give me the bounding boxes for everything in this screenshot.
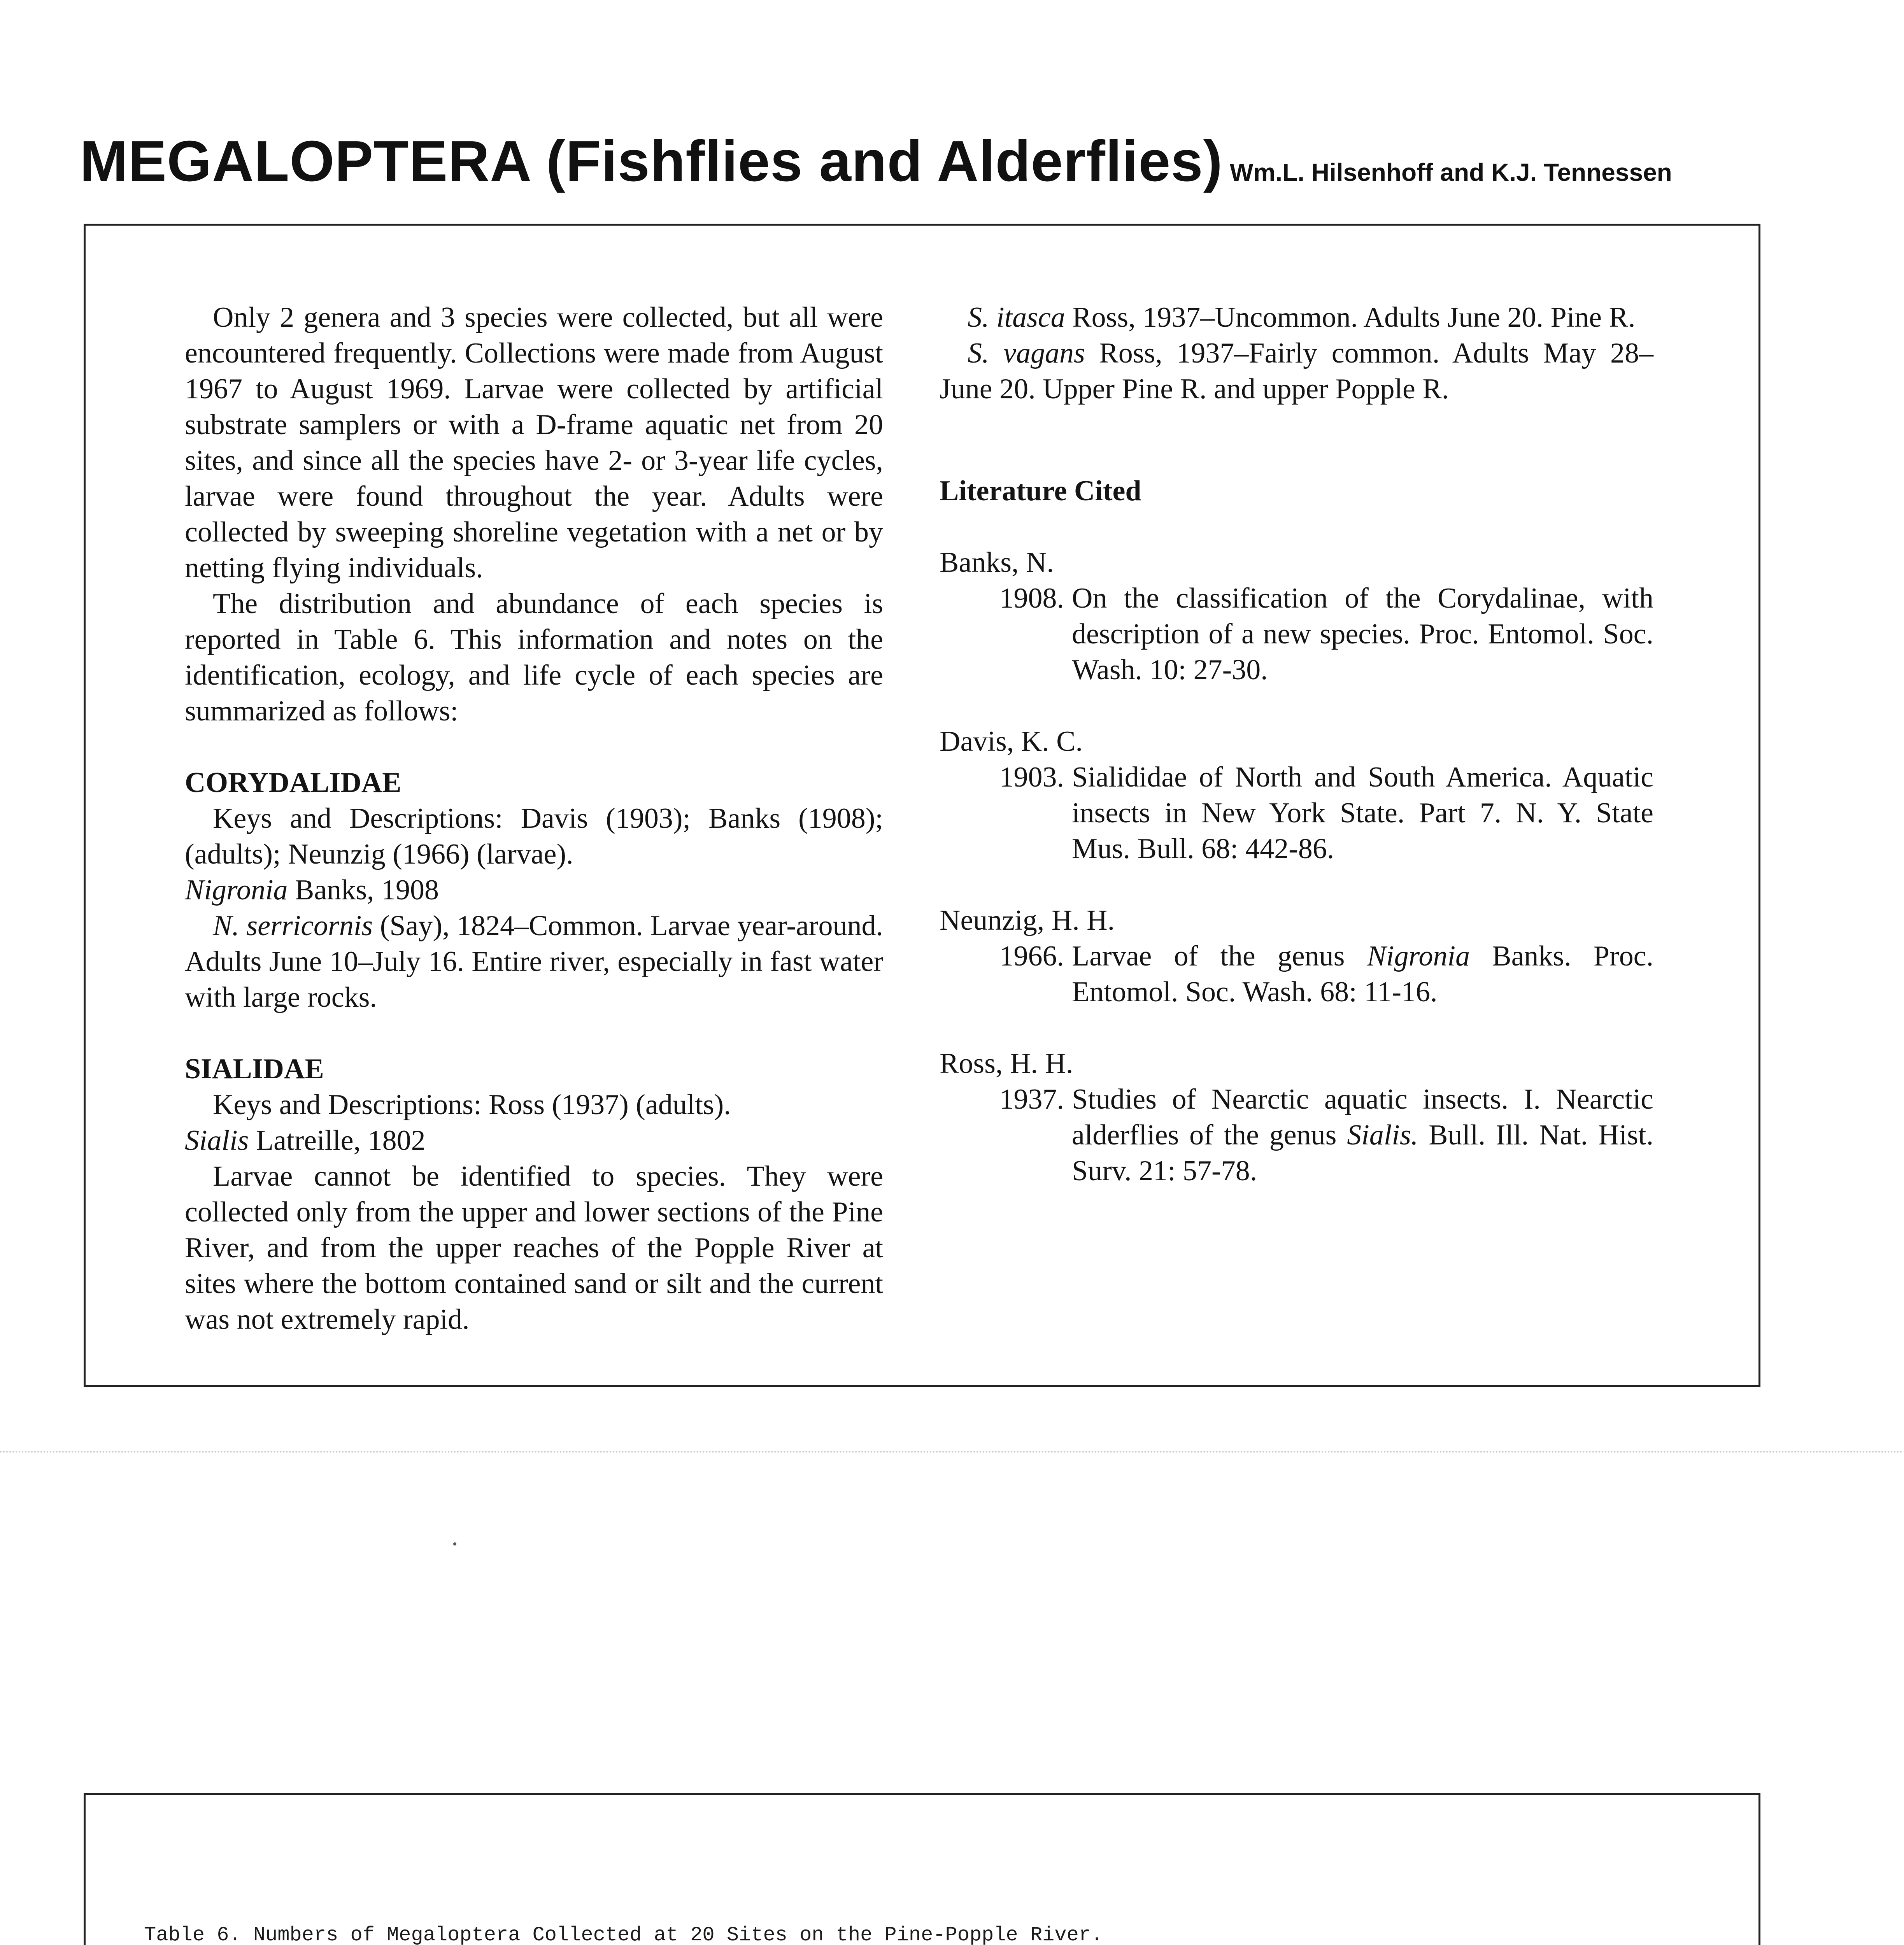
left-column [185,300,883,1337]
s-itasca-text: Ross, 1937–Uncommon. Adults June 20. Pine R. [1065,301,1636,333]
distribution-paragraph: The distribution and abundance of each species is reported in Table 6. This information and notes on the identification, ecology, and life cycle of each species are summarized as follows: [185,588,883,727]
nigronia-genus-line [185,872,883,908]
table-frame [84,1793,1760,1945]
scan-speck [453,1542,456,1545]
reference-text-part: Bull. Ill. Nat. Hist. Surv. 21: 57-78. [1072,1119,1653,1187]
scan-artifact-line [0,1451,1904,1454]
text-frame [84,224,1760,1387]
intro-paragraph: Only 2 genera and 3 species were collected, but all were encountered frequently. Collections were made from August 1967 to August 1969. Larvae were collected by artificial substrate samplers or with a D-frame aquatic net from 20 sites, and since all the species have 2- or 3-year life cycles, larvae were found throughout the year. Adults were collected by sweeping shoreline vegetation with a net or by netting flying individuals. [185,301,883,584]
reference-text-part: Studies of Nearctic aquatic insects. I. Nearctic alderflies of the genus [1072,1083,1653,1151]
sialidae-keys: Keys and Descriptions: Ross (1937) (adults). [213,1089,731,1121]
reference-italic: Nigronia [1367,940,1470,972]
reference-entry [940,759,1653,867]
reference-text: Sialididae of North and South America. Aquatic insects in New York State. Part 7. N. Y. State Mus. Bull. 68: 442-86. [1072,761,1653,865]
page-heading [80,128,1838,206]
sialis-genus-line [185,1123,883,1158]
reference-year: 1903. [999,761,1064,793]
s-vagans-name: S. vagans [968,337,1085,369]
reference-entry [940,1081,1653,1189]
nigronia-genus-authority: Banks, 1908 [288,874,439,906]
reference-italic: Sialis. [1347,1119,1418,1151]
reference-text-part: Larvae of the genus [1072,940,1367,972]
n-serricornis-text: (Say), 1824–Common. Larvae year-around. Adults June 10–July 16. Entire river, especially in fast water with large rocks. [185,910,883,1013]
literature-cited-heading: Literature Cited [940,475,1141,507]
s-itasca-entry [940,300,1653,335]
nigronia-genus-name: Nigronia [185,874,288,906]
reference-text: On the classification of the Corydalinae, with description of a new species. Proc. Entomol. Soc. Wash. 10: 27-30. [1072,582,1653,686]
table-caption: Table 6. Numbers of Megaloptera Collected at 20 Sites on the Pine-Popple River. [144,1924,1103,1945]
page-title: MEGALOPTERA (Fishflies and Alderflies) [80,129,1223,193]
reference-author: Davis, K. C. [940,725,1083,757]
sialis-genus-name: Sialis [185,1125,249,1156]
reference-year: 1908. [999,582,1064,614]
reference-text-part: Banks. Proc. Entomol. Soc. Wash. 68: 11-16. [1072,940,1653,1008]
s-vagans-entry [940,335,1653,407]
reference-year: 1937. [999,1083,1064,1115]
reference-year: 1966. [999,940,1064,972]
sialis-paragraph: Larvae cannot be identified to species. They were collected only from the upper and lower sections of the Pine River, and from the upper reaches of the Popple River at sites where the bottom contained sand or silt and the current was not extremely rapid. [185,1160,883,1335]
reference-text [1072,1081,1653,1189]
n-serricornis-entry [185,908,883,1015]
corydalidae-keys: Keys and Descriptions: Davis (1903); Banks (1908); (adults); Neunzig (1966) (larvae). [185,803,883,870]
reference-author: Banks, N. [940,547,1054,578]
s-itasca-name: S. itasca [968,301,1065,333]
sialis-genus-authority: Latreille, 1802 [249,1125,426,1156]
sialidae-heading: SIALIDAE [185,1053,324,1085]
s-vagans-text: Ross, 1937–Fairly common. Adults May 28–June 20. Upper Pine R. and upper Popple R. [940,337,1653,405]
reference-entry [940,938,1653,1010]
corydalidae-heading: CORYDALIDAE [185,767,401,799]
reference-text [1072,938,1653,1010]
reference-author: Ross, H. H. [940,1048,1073,1079]
right-column [940,300,1653,1189]
n-serricornis-name: N. serricornis [213,910,373,942]
reference-entry [940,580,1653,688]
authors: Wm.L. Hilsenhoff and K.J. Tennessen [1230,158,1672,186]
reference-author: Neunzig, H. H. [940,904,1115,936]
